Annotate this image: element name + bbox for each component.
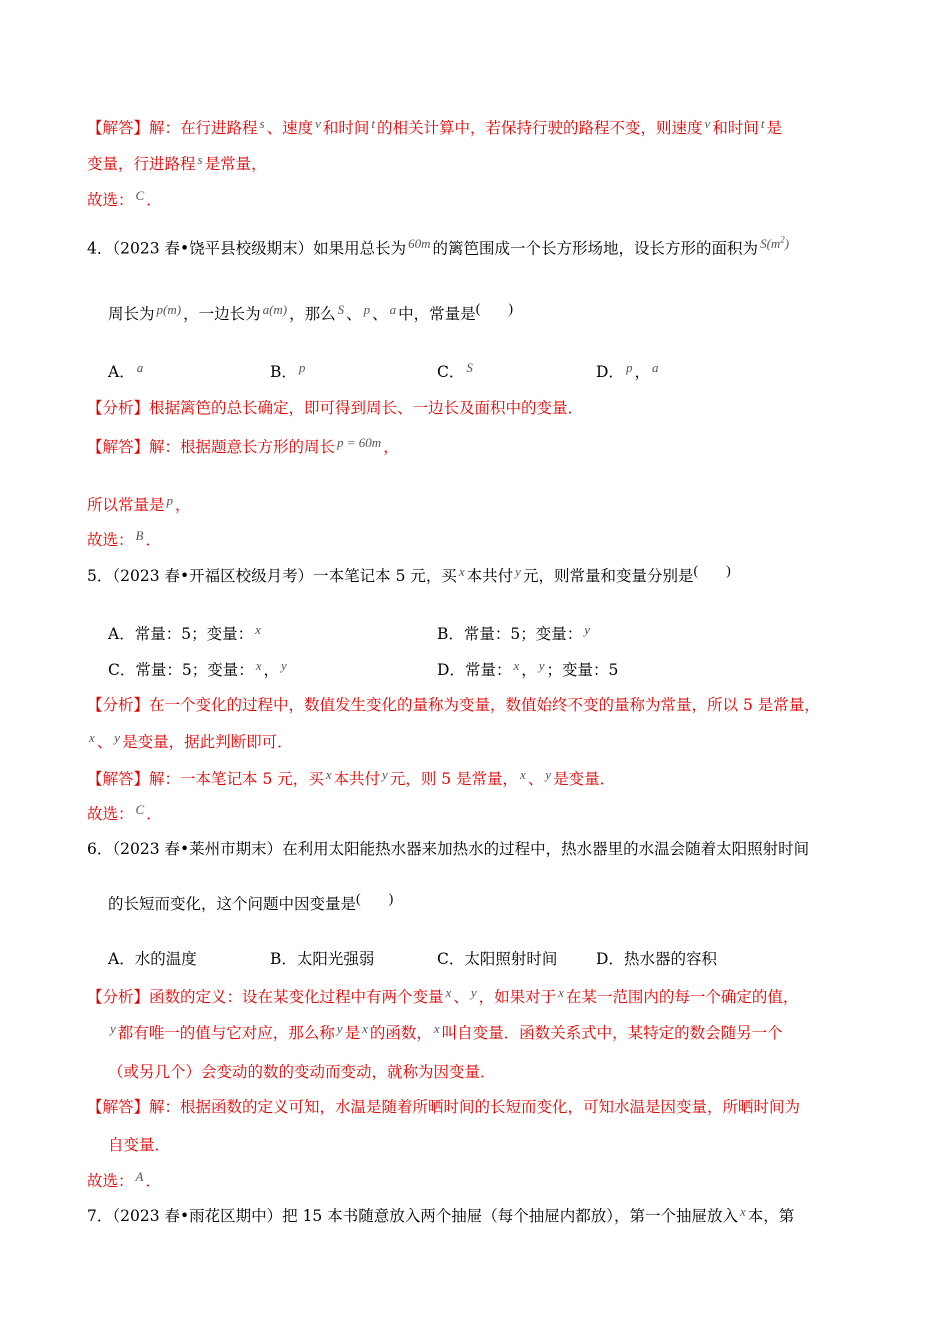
analysis-tag: 【分析】 bbox=[87, 399, 150, 417]
q6-option-a[interactable]: A．水的温度 bbox=[108, 950, 197, 968]
q4-option-a[interactable]: A． $^a$ bbox=[108, 360, 144, 381]
answer-tag: 【解答】 bbox=[87, 1098, 150, 1116]
q6-stem-line1: 6．（2023 春•莱州市期末）在利用太阳能热水器来加热水的过程中，热水器里的水温会随着太阳照射时间 bbox=[87, 840, 810, 858]
q6-analysis-line1: 【分析】函数的定义：设在某变化过程中有两个变量 $^x$ 、 $^y$ ，如果对于 $^x$ 在某一范围内的每一个确定的值， bbox=[87, 985, 799, 1006]
q5-analysis-line2: $^x$ 、 $^y$ 是变量，据此判断即可． bbox=[89, 730, 293, 751]
analysis-tag: 【分析】 bbox=[87, 696, 150, 714]
q5-choose: 故选： $^C$ ． bbox=[87, 802, 162, 823]
q3-choose: 故选： $^C$ ． bbox=[87, 188, 162, 209]
q5-option-a[interactable]: A．常量：5；变量： $^x$ bbox=[108, 622, 261, 643]
q6-answer-line1: 【解答】解：根据函数的定义可知，水温是随着所晒时间的长短而变化，可知水温是因变量，所晒时间为 bbox=[87, 1098, 801, 1116]
question-number: 5． bbox=[87, 567, 113, 585]
q6-analysis-line2: $^y$ 都有唯一的值与它对应，那么称 $^y$ 是 $^x$ 的函数， $^x$ 叫自变量．函数关系式中，某特定的数会随另一个 bbox=[110, 1021, 783, 1042]
q5-option-b[interactable]: B．常量：5；变量： $^y$ bbox=[437, 622, 591, 643]
q4-stem-line1: 4．（2023 春•饶平县校级期末）如果用总长为 $^{60m}$ 的篱笆围成一个长方形场地，设长方形的面积为 $^{S(m^2)}$ bbox=[87, 235, 790, 258]
question-number: 7． bbox=[87, 1207, 113, 1225]
q6-answer-line2: 自变量． bbox=[108, 1136, 171, 1154]
q6-option-b[interactable]: B．太阳光强弱 bbox=[270, 950, 375, 968]
q4-stem-line2: 周长为 $^{p(m)}$ ，一边长为 $^{a(m)}$ ，那么 $^S$ 、 $^p$ 、 $^a$ 中，常量是( ) bbox=[108, 302, 514, 323]
answer-tag: 【解答】 bbox=[87, 770, 150, 788]
q5-answer: 【解答】解：一本笔记本 5 元，买 $^x$ 本共付 $^y$ 元，则 5 是常量， $^x$ 、 $^y$ 是变量． bbox=[87, 767, 616, 788]
q4-choose: 故选： $^B$ ． bbox=[87, 528, 161, 549]
q6-choose: 故选： $^A$ ． bbox=[87, 1169, 161, 1190]
q4-analysis: 【分析】根据篱笆的总长确定，即可得到周长、一边长及面积中的变量． bbox=[87, 399, 584, 417]
q5-option-d[interactable]: D．常量： $^x$ ， $^y$ ；变量：5 bbox=[437, 658, 619, 679]
q3-answer-line1: 【解答】解：在行进路程 $^s$ 、速度 $^v$ 和时间 $^t$ 的相关计算中，若保持行驶的路程不变，则速度 $^v$ 和时间 $^t$ 是 bbox=[87, 116, 782, 137]
q7-stem: 7．（2023 春•雨花区期中）把 15 本书随意放入两个抽屉（每个抽屉内都放），第一个抽屉放入 $^x$ 本，第 bbox=[87, 1204, 795, 1225]
q5-analysis-line1: 【分析】在一个变化的过程中，数值发生变化的量称为变量，数值始终不变的量称为常量，所以 5 是常量， bbox=[87, 696, 820, 714]
q4-constant-line: 所以常量是 $^p$ ， bbox=[87, 493, 191, 514]
answer-tag: 【解答】 bbox=[87, 119, 150, 137]
analysis-tag: 【分析】 bbox=[87, 988, 150, 1006]
q4-answer: 【解答】解：根据题意长方形的周长 $^{p = 60m}$ ， bbox=[87, 435, 399, 456]
q6-option-d[interactable]: D．热水器的容积 bbox=[596, 950, 717, 968]
q5-option-c[interactable]: C．常量：5；变量： $^x$ ， $^y$ bbox=[108, 658, 287, 679]
question-number: 4． bbox=[87, 239, 113, 258]
q6-analysis-line3: （或另几个）会变动的数的变动而变动，就称为因变量． bbox=[108, 1063, 496, 1081]
q6-stem-line2: 的长短而变化，这个问题中因变量是( ) bbox=[108, 892, 394, 913]
q3-answer-line2: 变量，行进路程 $^s$ 是常量， bbox=[87, 152, 267, 173]
q5-stem: 5．（2023 春•开福区校级月考）一本笔记本 5 元，买 $^x$ 本共付 $^y$ 元，则常量和变量分别是( ) bbox=[87, 564, 731, 585]
q4-option-d[interactable]: D． $^p$ ， $^a$ bbox=[596, 360, 659, 381]
q4-option-c[interactable]: C． $^S$ bbox=[437, 360, 473, 381]
answer-tag: 【解答】 bbox=[87, 438, 150, 456]
q4-option-b[interactable]: B． $^p$ bbox=[270, 360, 306, 381]
question-number: 6． bbox=[87, 840, 113, 858]
q6-option-c[interactable]: C．太阳照射时间 bbox=[437, 950, 558, 968]
